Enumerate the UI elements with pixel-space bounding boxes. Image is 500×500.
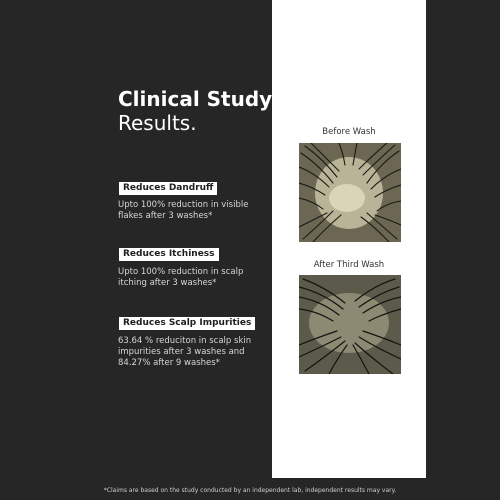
title-line-1: Clinical Study <box>118 87 273 111</box>
result-badge-impurities: Reduces Scalp Impurities <box>119 317 255 330</box>
result-badge-dandruff: Reduces Dandruff <box>119 182 217 195</box>
result-text-dandruff: Upto 100% reduction in visible flakes after 3 washes* <box>118 200 249 221</box>
after-scalp-image <box>299 275 401 374</box>
result-badge-itchiness: Reduces Itchiness <box>119 248 219 261</box>
title-line-2: Results. <box>118 111 197 135</box>
before-wash-photo <box>299 143 401 242</box>
page-title <box>118 87 272 135</box>
after-wash-caption: After Third Wash <box>313 260 385 270</box>
before-wash-caption: Before Wash <box>322 127 376 137</box>
result-text-itchiness: Upto 100% reduction in scalp itching after 3 washes* <box>118 267 244 288</box>
after-wash-photo <box>299 275 401 374</box>
disclaimer-footnote: *Claims are based on the study conducted by an independent lab, independent results may vary. <box>103 487 397 494</box>
result-text-impurities: 63.64 % reduciton in scalp skin impurities after 3 washes and 84.27% after 9 washes* <box>118 336 252 368</box>
before-scalp-image <box>299 143 401 242</box>
